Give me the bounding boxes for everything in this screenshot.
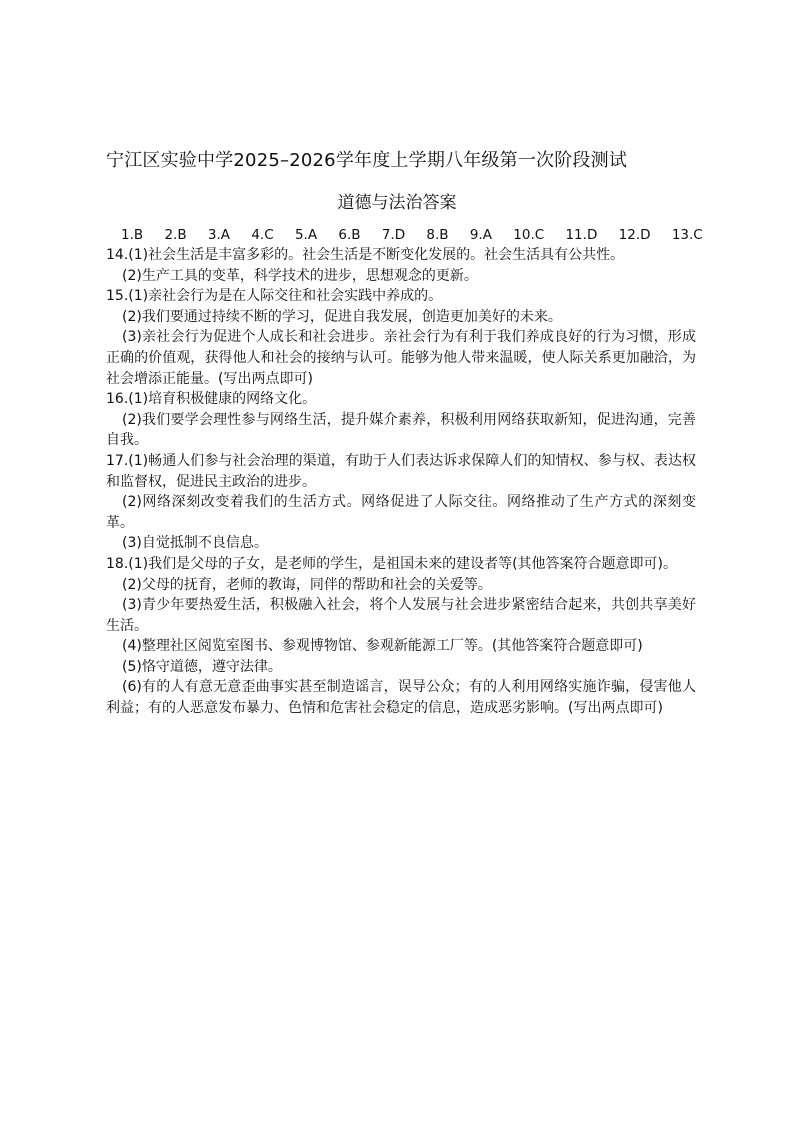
mc-answer: 8.B [426, 227, 449, 243]
answer-15-2: (2)我们要通过持续不断的学习，促进自我发展，创造更加美好的未来。 [122, 308, 562, 325]
mc-answer: 13.C [671, 227, 703, 243]
answer-18-1: 18.(1)我们是父母的子女，是老师的学生，是祖国未来的建设者等(其他答案符合题意即可)。 [106, 555, 678, 572]
mc-answer: 10.C [513, 227, 545, 243]
mc-answer: 9.A [469, 227, 492, 243]
answer-14-2: (2)生产工具的变革，科学技术的进步，思想观念的更新。 [122, 267, 478, 284]
multiple-choice-answers [121, 225, 720, 245]
document-title: 宁江区实验中学2025–2026学年度上学期八年级第一次阶段测试 [106, 150, 628, 171]
answer-17-3: (3)自觉抵制不良信息。 [122, 535, 268, 552]
answer-18-5: (5)恪守道德，遵守法律。 [122, 658, 282, 675]
answer-15-1: 15.(1)亲社会行为是在人际交往和社会实践中养成的。 [106, 288, 443, 305]
mc-answer: 4.C [251, 227, 274, 243]
answer-17-2: (2)网络深刻改变着我们的生活方式。网络促进了人际交往。网络推动了生产方式的深刻变革。 [106, 494, 696, 531]
answer-18-6: (6)有的人有意无意歪曲事实甚至制造谣言，误导公众；有的人利用网络实施诈骗，侵害他人利益；有的人恶意发布暴力、色情和危害社会稳定的信息，造成恶劣影响。(写出两点即可) [106, 679, 696, 717]
mc-answer: 3.A [207, 227, 231, 243]
mc-answer: 6.B [338, 227, 361, 243]
answer-18-2: (2)父母的抚育，老师的教诲，同伴的帮助和社会的关爱等。 [122, 576, 492, 593]
answer-17-1: 17.(1)畅通人们参与社会治理的渠道，有助于人们表达诉求保障人们的知情权、参与权、表达权和监督权，促进民主政治的进步。 [106, 452, 696, 490]
answer-15-3: (3)亲社会行为促进个人成长和社会进步。亲社会行为有利于我们养成良好的行为习惯，形成正确的价值观，获得他人和社会的接纳与认可。能够为他人带来温暖，使人际关系更加融洽，为社会增添正能量。(写出两点即可) [106, 329, 696, 387]
answer-18-4: (4)整理社区阅览室图书、参观博物馆、参观新能源工厂等。(其他答案符合题意即可) [122, 638, 643, 655]
mc-answer: 5.A [294, 227, 318, 243]
mc-answer: 11.D [565, 227, 598, 243]
mc-answer: 1.B [121, 227, 144, 243]
mc-answer: 2.B [164, 227, 187, 243]
mc-answer: 7.D [381, 227, 406, 243]
mc-answer: 12.D [618, 227, 651, 243]
answer-14-1: 14.(1)社会生活是丰富多彩的。社会生活是不断变化发展的。社会生活具有公共性。 [106, 247, 625, 263]
answer-18-3: (3)青少年要热爱生活，积极融入社会，将个人发展与社会进步紧密结合起来，共创共享美好生活。 [106, 597, 696, 634]
answer-16-1: 16.(1)培育积极健康的网络文化。 [106, 391, 317, 408]
document-subtitle: 道德与法治答案 [337, 193, 457, 213]
answer-16-2: (2)我们要学会理性参与网络生活，提升媒介素养，积极利用网络获取新知，促进沟通，完善自我。 [106, 411, 696, 449]
answers-body [106, 245, 696, 719]
